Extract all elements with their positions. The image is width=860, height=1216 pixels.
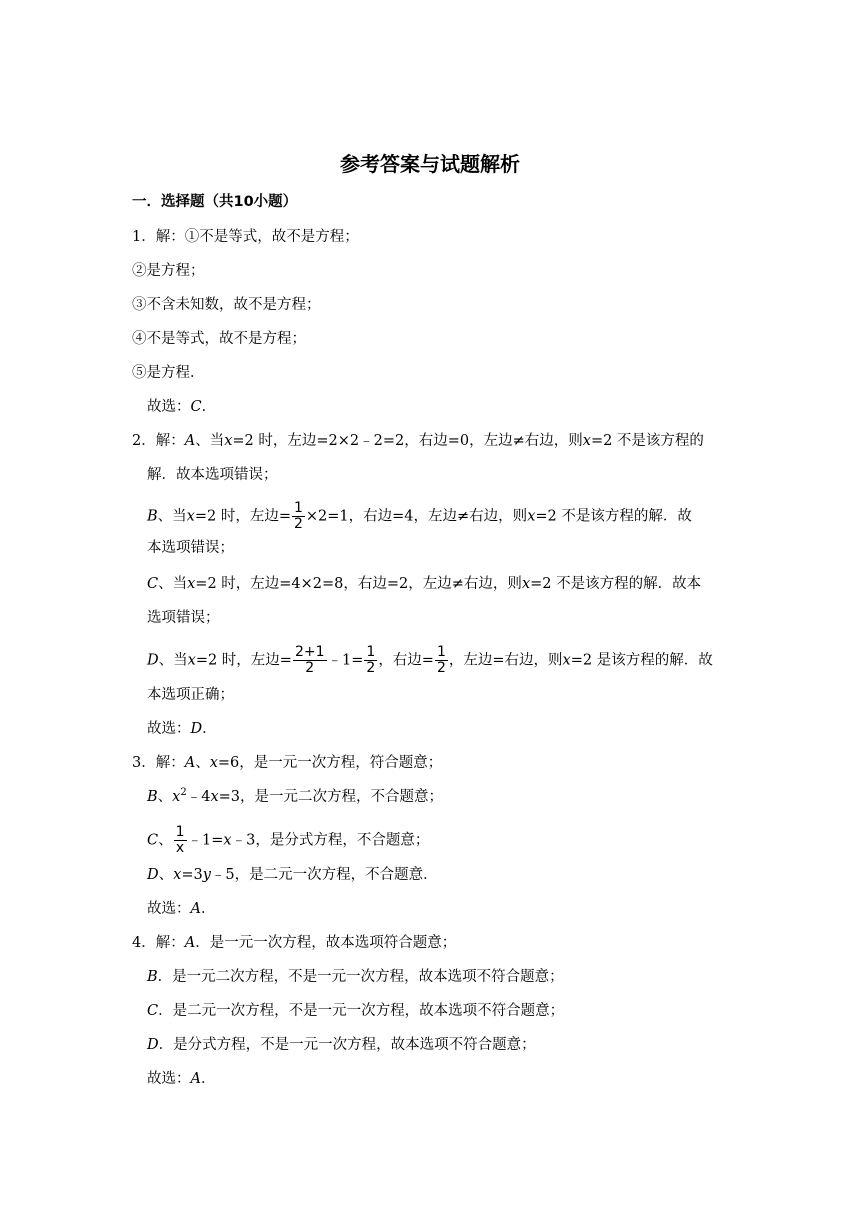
q4-line-b: B．是一元二次方程，不是一元一次方程，故本选项不符合题意； — [147, 969, 564, 985]
q1-line-2: ②是方程； — [132, 263, 205, 279]
q2-line-d2: 本选项正确； — [147, 687, 234, 703]
q1-line-4: ④不是等式，故不是方程； — [132, 331, 306, 347]
q3-line-b: B、$x^2﹣4x=3$，是一元二次方程，不合题意； — [147, 787, 444, 805]
q2-line-b1: B、当x=2 时，左边= $\frac{1}{2}$ ×2=1，右边=4，左边≠右边，则x=2 不是该方程的解．故 — [147, 500, 692, 532]
section-header: 一．选择题（共10小题） — [132, 194, 298, 210]
q2-line-d1: D、当x=2 时，左边= $\frac{2+1}{2}$ ﹣1= $\frac{1}{2}$ ，右边= $\frac{1}{2}$ ，左边=右边，则x=2 是该方程的解．故 — [147, 644, 713, 676]
fraction-one-over-x: $\frac{1}{x}$ — [175, 824, 185, 856]
q4-line-a: 4．解：A．是一元一次方程，故本选项符合题意； — [132, 935, 457, 951]
q2-number: 2． — [132, 433, 156, 449]
q2-line-a1: 2．解：A、当x=2 时，左边=2×2﹣2=2，右边=0，左边≠右边，则x=2 不是该方程的 — [132, 433, 704, 449]
q4-answer: 故选：A． — [147, 1071, 216, 1087]
q3-line-a: 3．解：A、x=6，是一元一次方程，符合题意； — [132, 755, 443, 771]
q1-answer: 故选：C． — [147, 399, 217, 415]
q3-line-d: D、x=3y﹣5，是二元一次方程，不合题意． — [147, 867, 438, 883]
q4-line-d: D．是分式方程，不是一元一次方程，故本选项不符合题意； — [147, 1037, 536, 1053]
fraction-one-half: $\frac{1}{2}$ — [366, 644, 376, 676]
q3-number: 3． — [132, 755, 156, 771]
q2-answer: 故选：D． — [147, 721, 217, 737]
q1-number: 1． — [132, 229, 156, 245]
q2-line-a2: 解．故本选项错误； — [147, 467, 278, 483]
q1-line-3: ③不含未知数，故不是方程； — [132, 297, 321, 313]
q4-line-c: C．是二元一次方程，不是一元一次方程，故本选项不符合题意； — [147, 1003, 565, 1019]
q4-number: 4． — [132, 935, 156, 951]
q2-line-c1: C、当x=2 时，左边=4×2=8，右边=2，左边≠右边，则x=2 不是该方程的解．故本 — [147, 576, 702, 592]
fraction-two-plus-one-over-two: $\frac{2+1}{2}$ — [294, 644, 325, 676]
q3-line-c: C、 $\frac{1}{x}$ ﹣1=x﹣3，是分式方程，不合题意； — [147, 824, 430, 856]
q1-line-5: ⑤是方程． — [132, 365, 205, 381]
page-title: 参考答案与试题解析 — [340, 152, 520, 176]
q2-line-c2: 选项错误； — [147, 610, 220, 626]
q1-line-1 — [132, 227, 359, 247]
fraction-one-half: $\frac{1}{2}$ — [293, 500, 303, 532]
q1-text: 解：①不是等式，故不是方程； — [155, 229, 359, 245]
q2-line-b2: 本选项错误； — [147, 540, 234, 556]
fraction-one-half: $\frac{1}{2}$ — [436, 644, 446, 676]
q3-answer: 故选：A． — [147, 901, 216, 917]
